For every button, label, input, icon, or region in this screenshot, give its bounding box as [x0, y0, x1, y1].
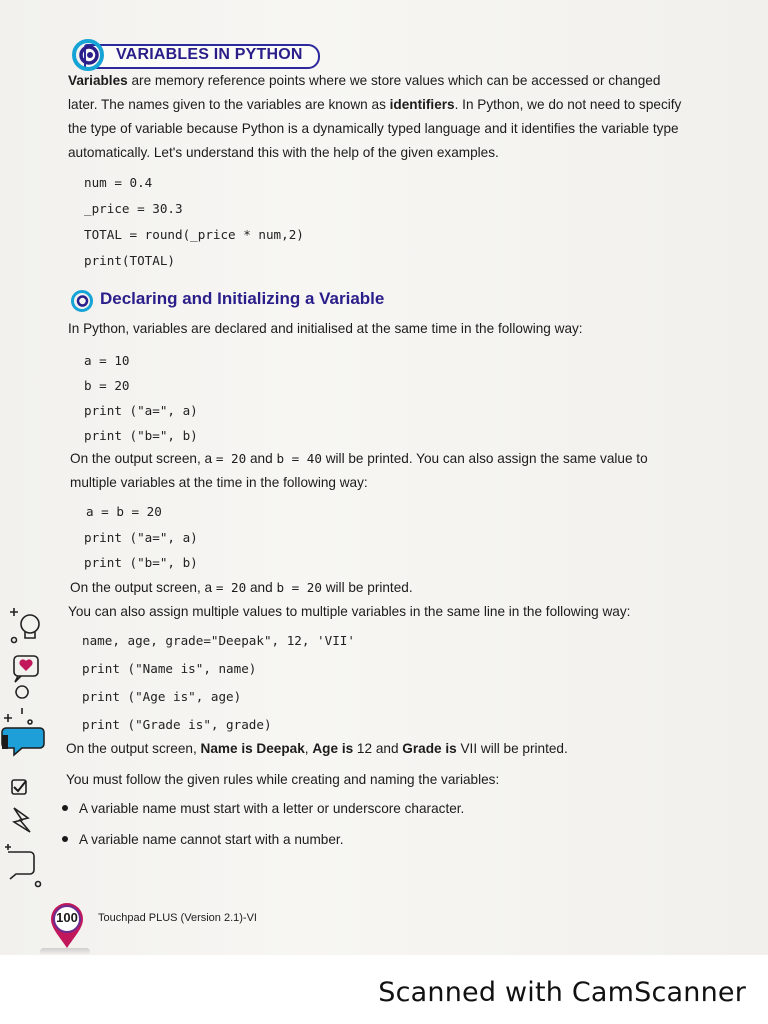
scanner-watermark: Scanned with CamScanner [378, 977, 746, 1008]
rule-text: A variable name cannot start with a number. [79, 832, 344, 847]
term-identifiers: identifiers [389, 97, 455, 112]
lightning-icon [14, 808, 30, 832]
section-heading-variables [70, 38, 318, 66]
code-line: print ("b=", b) [84, 555, 198, 570]
code-line: _price = 30.3 [84, 201, 183, 216]
book-title: Touchpad PLUS (Version 2.1)-VI [98, 912, 257, 924]
para-text: will be printed. You can also assign the same value to [321, 451, 648, 466]
code-line: a = 10 [84, 353, 130, 368]
para-text: are memory reference points where we store values which can be accessed or changed [127, 73, 661, 88]
bullet-icon [62, 836, 68, 842]
inline-code: = 20 [215, 580, 247, 595]
list-item [62, 801, 464, 816]
lightbulb-icon [10, 608, 39, 643]
multi-assign-intro: You can also assign multiple values to multiple variables in the same line in the following way: [68, 604, 631, 619]
subsection-title: Declaring and Initializing a Variable [100, 289, 385, 308]
para-text: On the output screen, a [70, 580, 216, 595]
code-line: print ("a=", a) [84, 403, 198, 418]
para-text: . In Python, we do not need to specify [454, 97, 682, 112]
code-line: a = b = 20 [86, 504, 162, 519]
inline-code: b = 20 [276, 580, 322, 595]
output-paragraph-2 [70, 576, 726, 600]
bullet-icon [62, 805, 68, 811]
side-decoration-icons [0, 600, 50, 900]
question-bubble-icon [5, 844, 41, 887]
para-text: multiple variables at the time in the following way: [70, 475, 368, 490]
swirl-icon [70, 38, 106, 72]
para-text: VII will be printed. [456, 741, 568, 756]
section-heading-declaring [70, 288, 430, 312]
section-title: VARIABLES IN PYTHON [116, 46, 303, 63]
code-line: print ("a=", a) [84, 530, 198, 545]
code-line: print ("Grade is", grade) [82, 717, 272, 732]
rule-text: A variable name must start with a letter or underscore character. [79, 801, 465, 816]
para-text: , [304, 741, 313, 756]
output-paragraph-3 [66, 737, 722, 761]
location-pin-icon [4, 686, 32, 724]
scanner-watermark-bar [0, 955, 768, 1024]
para-text: later. The names given to the variables are known as [68, 97, 390, 112]
code-line: print ("Age is", age) [82, 689, 242, 704]
intro-paragraph [68, 69, 724, 165]
bold-text: Name is Deepak [200, 741, 305, 756]
para-text: On the output screen, a [70, 451, 216, 466]
page-number: 100 [56, 910, 78, 925]
rules-intro: You must follow the given rules while creating and naming the variables: [66, 772, 500, 787]
para-text: On the output screen, [66, 741, 201, 756]
page-shadow [40, 948, 90, 955]
para-text: and [246, 580, 277, 595]
code-line: num = 0.4 [84, 175, 153, 190]
para-text: the type of variable because Python is a dynamically typed language and it identifies the variable type [68, 121, 679, 136]
heart-chat-icon [14, 656, 38, 682]
para-text: will be printed. [321, 580, 413, 595]
para-text: and [246, 451, 277, 466]
speech-bubble-icon [2, 728, 44, 755]
para-text: 12 and [353, 741, 403, 756]
term-variables: Variables [68, 73, 128, 88]
code-line: print ("Name is", name) [82, 661, 257, 676]
list-item [62, 832, 343, 847]
bold-text: Grade is [402, 741, 457, 756]
code-line: TOTAL = round(_price * num,2) [84, 227, 304, 242]
code-line: b = 20 [84, 378, 130, 393]
bold-text: Age is [312, 741, 354, 756]
output-paragraph-1 [70, 447, 726, 495]
swirl-icon [70, 290, 94, 312]
inline-code: = 20 [215, 451, 247, 466]
checklist-icon [12, 780, 26, 794]
inline-code: b = 40 [276, 451, 322, 466]
code-line: name, age, grade="Deepak", 12, 'VII' [82, 633, 355, 648]
para-text: automatically. Let's understand this with the help of the given examples. [68, 145, 499, 160]
code-line: print ("b=", b) [84, 428, 198, 443]
code-line: print(TOTAL) [84, 253, 175, 268]
declare-intro: In Python, variables are declared and initialised at the same time in the following way: [68, 321, 583, 336]
